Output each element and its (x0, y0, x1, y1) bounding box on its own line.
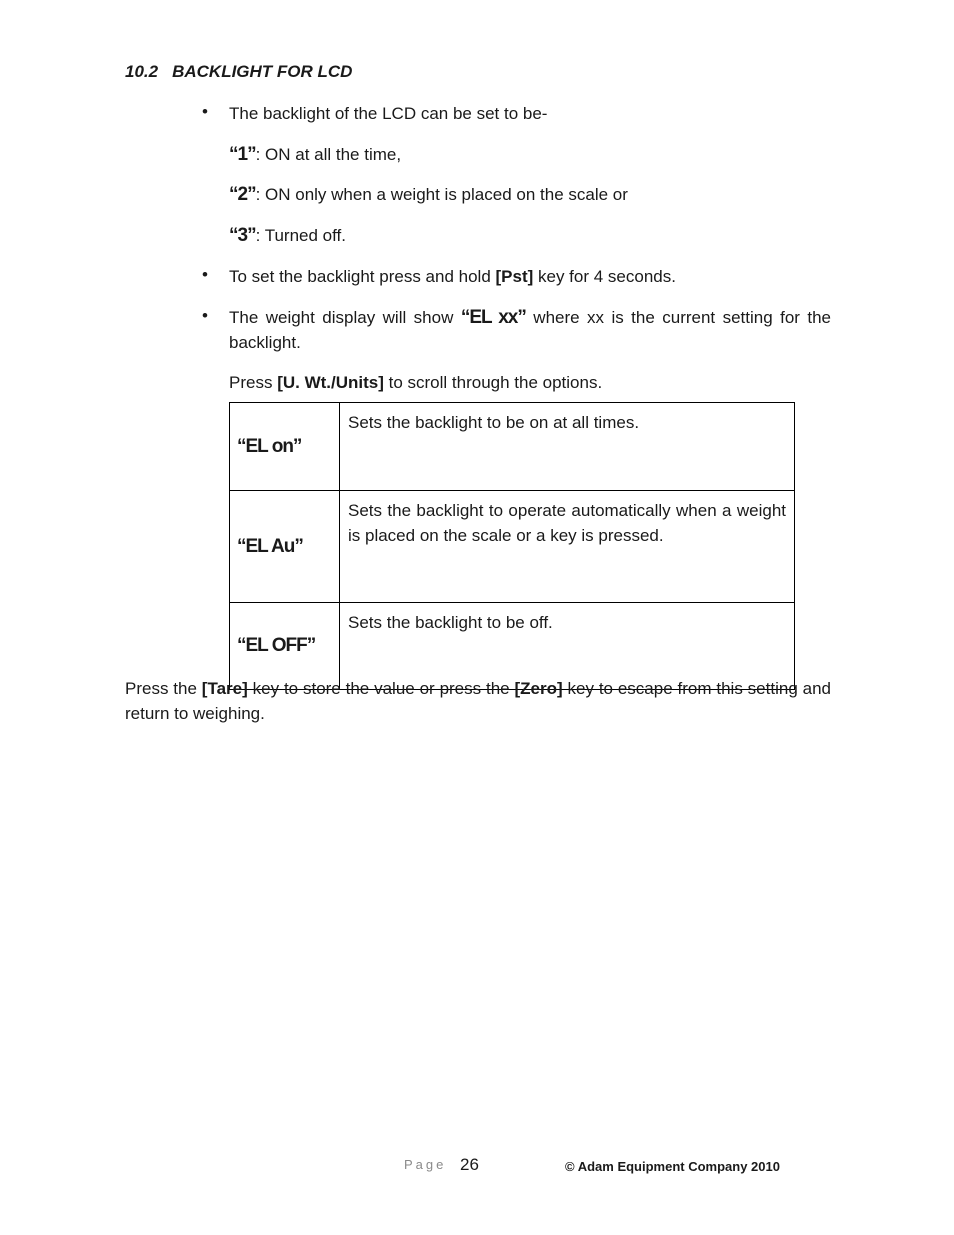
page-number: 26 (460, 1155, 479, 1174)
press-units-pre: Press (229, 373, 278, 392)
bullet-dot: • (202, 102, 208, 121)
pst-key: [Pst] (495, 267, 534, 286)
bullet-display (229, 305, 831, 355)
options-table (229, 402, 795, 690)
bullet-pst-post: key for 4 seconds. (533, 267, 676, 286)
press-units-line (229, 370, 602, 395)
bullet-dot: • (202, 265, 208, 284)
option-1 (229, 142, 401, 167)
bullet-pst-pre: To set the backlight press and hold (229, 267, 496, 286)
table-cell-code (230, 403, 340, 491)
el-au-code: “EL Au” (237, 535, 303, 557)
el-xx-code: “EL xx” (460, 307, 526, 328)
closing-post: key to escape from this setting and return to weighing. (125, 679, 831, 723)
bullet-display-pre: The weight display will show (229, 308, 461, 327)
bullet-intro: The backlight of the LCD can be set to be- (229, 104, 548, 123)
closing-pre: Press the (125, 679, 202, 698)
table-cell-desc: Sets the backlight to operate automatically when a weight is placed on the scale or a key is pressed. (340, 491, 795, 603)
section-heading (125, 62, 352, 82)
option-2-text: : ON only when a weight is placed on the scale or (255, 185, 628, 204)
zero-key: [Zero] (514, 679, 563, 698)
section-title: BACKLIGHT FOR LCD (172, 62, 353, 81)
table-cell-desc: Sets the backlight to be on at all times. (340, 403, 795, 491)
table-row (230, 491, 795, 603)
option-2 (229, 182, 628, 207)
bullet-display-post: where xx is the current setting for the backlight. (229, 308, 831, 352)
option-1-text: : ON at all the time, (255, 145, 402, 164)
table-row (230, 403, 795, 491)
option-1-code: “1” (229, 144, 256, 165)
units-key: [U. Wt./Units] (277, 373, 384, 392)
closing-paragraph (125, 676, 831, 726)
table-cell-desc: Sets the backlight to be off. (340, 603, 795, 690)
section-number: 10.2 (125, 62, 159, 81)
el-off-code: “EL OFF” (237, 635, 316, 656)
copyright: © Adam Equipment Company 2010 (565, 1159, 780, 1174)
option-3-code: “3” (229, 225, 256, 246)
bullet-dot: • (202, 306, 208, 325)
bullet-pst (229, 264, 676, 289)
page-label: Page (404, 1157, 447, 1172)
tare-key: [Tare] (201, 679, 248, 698)
option-2-code: “2” (229, 184, 256, 205)
table-cell-code (230, 491, 340, 603)
option-3-text: : Turned off. (255, 226, 346, 245)
press-units-post: to scroll through the options. (383, 373, 603, 392)
option-3 (229, 223, 346, 248)
closing-mid: key to store the value or press the (247, 679, 515, 698)
el-on-code: “EL on” (237, 435, 302, 457)
